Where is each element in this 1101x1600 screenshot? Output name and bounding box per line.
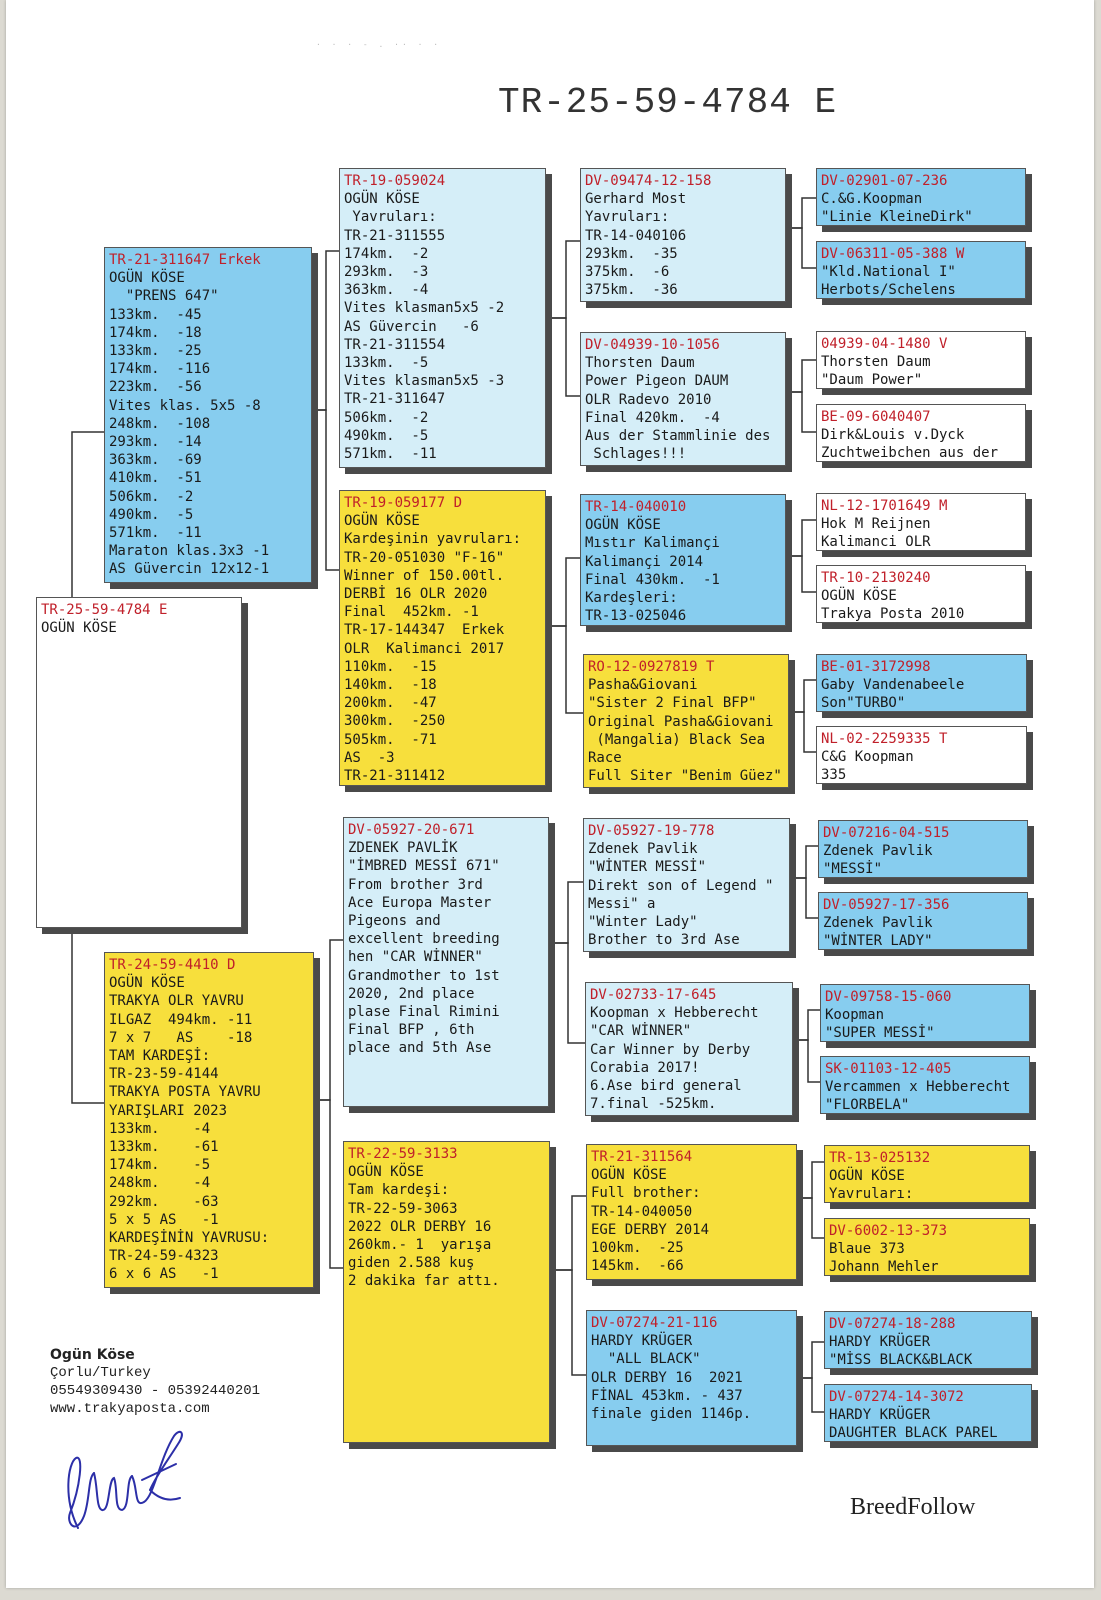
great-grandparent-card <box>583 654 789 788</box>
pigeon-info-line: 6 x 6 AS -1 <box>109 1266 219 1283</box>
ring-number: TR-21-311564 <box>591 1149 693 1165</box>
pigeon-info-line: finale giden 1146p. <box>591 1406 752 1423</box>
pigeon-info-line: Final 430km. -1 <box>585 571 720 588</box>
pigeon-info-line: 505km. -71 <box>344 731 437 748</box>
pigeon-info-line: Winner of 150.00tl. <box>344 567 505 584</box>
ancestor-card <box>824 1384 1032 1442</box>
pigeon-info-line: Johann Mehler <box>829 1259 939 1276</box>
pigeon-info-line: 100km. -25 <box>591 1240 684 1257</box>
pigeon-info-line: Messi" a <box>588 895 656 912</box>
pigeon-info-line: Zdenek Pavlik <box>823 915 933 932</box>
pigeon-info-line: Thorsten Daum <box>585 355 695 372</box>
pigeon-info-line: DERBİ 16 OLR 2020 <box>344 586 488 603</box>
ancestor-card <box>816 493 1026 551</box>
pigeon-info-line: Vites klas. 5x5 -8 <box>109 397 261 414</box>
pigeon-info-line: FİNAL 453km. - 437 <box>591 1387 743 1404</box>
pigeon-info-line: Kardeşleri: <box>585 590 678 607</box>
pigeon-info-line: C&G Koopman <box>821 749 914 766</box>
pigeon-info-line: OGÜN KÖSE <box>585 517 661 534</box>
ancestor-card <box>820 1056 1030 1114</box>
pigeon-info-line: Maraton klas.3x3 -1 <box>109 543 270 560</box>
pigeon-info-line: 133km. -5 <box>344 355 429 372</box>
pigeon-info-line: 2022 OLR DERBY 16 <box>348 1218 492 1235</box>
pigeon-info-line: Trakya Posta 2010 <box>821 606 965 623</box>
pigeon-info-line: 140km. -18 <box>344 677 437 694</box>
great-grandparent-card <box>586 1310 797 1446</box>
handwritten-signature <box>58 1418 198 1548</box>
pigeon-info-line: place and 5th Ase <box>348 1040 492 1057</box>
ring-number: TR-21-311647 Erkek <box>109 252 261 268</box>
pigeon-info-line: Original Pasha&Giovani <box>588 713 774 730</box>
pigeon-info-line: "MİSS BLACK&BLACK <box>829 1352 973 1369</box>
pigeon-info-line: 2 dakika far attı. <box>348 1273 500 1290</box>
pigeon-info-line: 133km. -4 <box>109 1120 211 1137</box>
pigeon-info-line: (Mangalia) Black Sea <box>588 731 766 748</box>
pigeon-info-line: TR-17-144347 Erkek <box>344 622 505 639</box>
pigeon-info-line: 363km. -4 <box>344 282 429 299</box>
pigeon-info-line: 293km. -14 <box>109 434 202 451</box>
pigeon-info-line: "Linie KleineDirk" <box>821 209 973 226</box>
ring-number: TR-13-025132 <box>829 1150 931 1166</box>
pigeon-info-line: excellent breeding <box>348 931 500 948</box>
pigeon-info-line: HARDY KRÜGER <box>591 1333 693 1350</box>
ring-number: NL-12-1701649 M <box>821 498 948 514</box>
pigeon-info-line: Yavruları: <box>344 209 437 226</box>
pigeon-info-line: 133km. -45 <box>109 306 202 323</box>
ancestor-card <box>816 404 1026 462</box>
pigeon-info-line: OGÜN KÖSE <box>591 1167 667 1184</box>
pigeon-info-line: Direkt son of Legend " <box>588 877 774 894</box>
pigeon-info-line: 292km. -63 <box>109 1193 219 1210</box>
pigeon-info-line: "Sister 2 Final BFP" <box>588 695 757 712</box>
ring-number: BE-01-3172998 <box>821 659 931 675</box>
pigeon-info-line: 248km. -108 <box>109 415 211 432</box>
pigeon-info-line: hen "CAR WİNNER" <box>348 949 483 966</box>
pigeon-info-line: "SUPER MESSİ" <box>825 1025 935 1042</box>
pigeon-info-line: OLR Radevo 2010 <box>585 391 712 408</box>
pigeon-info-line: TR-24-59-4323 <box>109 1248 219 1265</box>
great-grandparent-card <box>580 168 786 302</box>
ancestor-card <box>816 168 1026 226</box>
pigeon-info-line: TR-14-040106 <box>585 227 687 244</box>
pigeon-info-line: plase Final Rimini <box>348 1004 500 1021</box>
pigeon-info-line: Vercammen x Hebberecht <box>825 1079 1011 1096</box>
pigeon-info-line: Car Winner by Derby <box>590 1041 751 1058</box>
pigeon-info-line: Final BFP , 6th <box>348 1022 475 1039</box>
pigeon-info-line: TAM KARDEŞİ: <box>109 1048 211 1065</box>
great-grandparent-card <box>580 332 786 466</box>
pigeon-info-line: OGÜN KÖSE <box>348 1164 424 1181</box>
pigeon-info-line: OGÜN KÖSE <box>344 191 420 208</box>
ring-number: TR-24-59-4410 D <box>109 957 236 973</box>
pigeon-info-line: "ALL BLACK" <box>591 1351 701 1368</box>
pigeon-info-line: 174km. -2 <box>344 245 429 262</box>
pigeon-info-line: Pigeons and <box>348 913 441 930</box>
pigeon-info-line: 260km.- 1 yarışa <box>348 1237 492 1254</box>
pigeon-info-line: Koopman x Hebberecht <box>590 1005 759 1022</box>
pigeon-info-line: 300km. -250 <box>344 713 446 730</box>
pigeon-info-line: "İMBRED MESSİ 671" <box>348 858 500 875</box>
pigeon-info-line: Mıstır Kalimançi <box>585 535 720 552</box>
pigeon-info-line: 293km. -3 <box>344 264 429 281</box>
pigeon-info-line: 293km. -35 <box>585 245 678 262</box>
pigeon-info-line: Kalimançi 2014 <box>585 553 704 570</box>
pigeon-info-line: 571km. -11 <box>344 446 437 463</box>
pigeon-info-line: TR-23-59-4144 <box>109 1066 219 1083</box>
pigeon-info-line: C.&G.Koopman <box>821 191 923 208</box>
ancestor-card <box>824 1145 1030 1203</box>
pigeon-info-line: Pasha&Giovani <box>588 677 698 694</box>
pigeon-info-line: Tam kardeşi: <box>348 1182 450 1199</box>
pigeon-info-line: TR-14-040050 <box>591 1203 693 1220</box>
grandsire-dam-side-card <box>343 817 549 1107</box>
pigeon-info-line: Schlages!!! <box>585 446 687 463</box>
ring-number: DV-02733-17-645 <box>590 987 717 1003</box>
breeder-phones: 05549309430 - 05392440201 <box>50 1383 261 1399</box>
pigeon-info-line: Full Siter "Benim Güez" <box>588 768 782 785</box>
ancestor-card <box>816 726 1027 784</box>
pigeon-info-line: 571km. -11 <box>109 525 202 542</box>
pigeon-info-line: 506km. -2 <box>109 488 194 505</box>
ring-number: DV-07216-04-515 <box>823 825 950 841</box>
pigeon-info-line: Zuchtweibchen aus der <box>821 445 999 462</box>
pigeon-info-line: Final 420km. -4 <box>585 409 720 426</box>
pigeon-info-line: "Kld.National I" <box>821 264 956 281</box>
pigeon-info-line: 410km. -51 <box>109 470 202 487</box>
pigeon-info-line: 200km. -47 <box>344 695 437 712</box>
great-grandparent-card <box>585 982 793 1116</box>
breeder-contact <box>50 1346 260 1418</box>
pigeon-info-line: Vites klasman5x5 -2 <box>344 300 505 317</box>
pigeon-info-line: 133km. -61 <box>109 1139 219 1156</box>
ancestor-card <box>824 1218 1030 1276</box>
ring-number: DV-05927-19-778 <box>588 823 715 839</box>
pigeon-info-line: 174km. -116 <box>109 361 211 378</box>
pigeon-info-line: YARIŞLARI 2023 <box>109 1102 228 1119</box>
pigeon-info-line: From brother 3rd <box>348 876 483 893</box>
ancestor-card <box>818 892 1028 950</box>
pigeon-info-line: Gerhard Most <box>585 191 687 208</box>
great-grandparent-card <box>586 1144 797 1280</box>
pigeon-info-line: HARDY KRÜGER <box>829 1334 931 1351</box>
ring-number: TR-19-059177 D <box>344 495 463 511</box>
owner-line: OGÜN KÖSE <box>41 620 117 637</box>
pigeon-info-line: "PRENS 647" <box>109 288 219 305</box>
ring-number: DV-05927-20-671 <box>348 822 475 838</box>
pigeon-info-line: ZDENEK PAVLİK <box>348 840 458 857</box>
subject-pigeon-card <box>36 597 242 928</box>
pigeon-info-line: 490km. -5 <box>344 427 429 444</box>
pigeon-info-line: Ace Europa Master <box>348 894 492 911</box>
ring-number: RO-12-0927819 T <box>588 659 715 675</box>
pigeon-info-line: Blaue 373 <box>829 1241 905 1258</box>
ring-number: DV-06311-05-388 W <box>821 246 965 262</box>
pigeon-info-line: "WİNTER LADY" <box>823 933 933 950</box>
pigeon-info-line: 375km. -36 <box>585 282 678 299</box>
ring-number: DV-07274-14-3072 <box>829 1389 964 1405</box>
pigeon-info-line: Full brother: <box>591 1185 701 1202</box>
breeder-location: Çorlu/Turkey <box>50 1365 151 1381</box>
pigeon-info-line: Kalimanci OLR <box>821 534 931 551</box>
ancestor-card <box>818 820 1028 878</box>
pigeon-info-line: "FLORBELA" <box>825 1097 910 1114</box>
pigeon-info-line: OGÜN KÖSE <box>821 588 897 605</box>
pigeon-info-line: 6.Ase bird general <box>590 1078 742 1095</box>
pigeon-info-line: Zdenek Pavlik <box>823 843 933 860</box>
pigeon-info-line: Thorsten Daum <box>821 354 931 371</box>
pigeon-info-line: Power Pigeon DAUM <box>585 373 729 390</box>
ancestor-card <box>816 241 1026 299</box>
pigeon-info-line: 7 x 7 AS -18 <box>109 1029 253 1046</box>
pigeon-info-line: 2020, 2nd place <box>348 985 475 1002</box>
pigeon-info-line: Zdenek Pavlik <box>588 841 698 858</box>
pigeon-info-line: Race <box>588 750 622 767</box>
ring-number: DV-07274-21-116 <box>591 1315 718 1331</box>
pigeon-info-line: TR-13-025046 <box>585 608 687 625</box>
ring-number: DV-05927-17-356 <box>823 897 950 913</box>
pigeon-info-line: 335 <box>821 767 847 784</box>
sire-card <box>104 247 312 583</box>
pigeon-info-line: 174km. -18 <box>109 324 202 341</box>
pigeon-info-line: Brother to 3rd Ase <box>588 932 740 949</box>
pigeon-info-line: OLR DERBY 16 2021 <box>591 1369 743 1386</box>
pigeon-info-line: Kardeşinin yavruları: <box>344 531 522 548</box>
pigeon-info-line: OGÜN KÖSE <box>344 513 420 530</box>
ring-number: TR-19-059024 <box>344 173 446 189</box>
pigeon-info-line: TR-21-311412 <box>344 768 446 785</box>
ancestor-card <box>816 331 1026 389</box>
pigeon-info-line: AS Güvercin -6 <box>344 318 479 335</box>
pigeon-info-line: DAUGHTER BLACK PAREL <box>829 1425 998 1442</box>
pigeon-info-line: "CAR WİNNER" <box>590 1023 692 1040</box>
pigeon-info-line: Son"TURBO" <box>821 695 906 712</box>
ancestor-card <box>820 984 1030 1042</box>
ring-number: SK-01103-12-405 <box>825 1061 952 1077</box>
pigeon-info-line: "Winter Lady" <box>588 914 698 931</box>
pigeon-info-line: Corabia 2017! <box>590 1059 700 1076</box>
pigeon-info-line: TR-21-311554 <box>344 336 446 353</box>
ancestor-card <box>816 565 1026 623</box>
pigeon-info-line: 363km. -69 <box>109 452 202 469</box>
ancestor-card <box>816 654 1027 712</box>
pigeon-info-line: Yavruları: <box>829 1186 914 1203</box>
ring-number: NL-02-2259335 T <box>821 731 948 747</box>
pigeon-info-line: "Daum Power" <box>821 372 923 389</box>
pigeon-info-line: OGÜN KÖSE <box>109 975 185 992</box>
pigeon-info-line: Grandmother to 1st <box>348 967 500 984</box>
pigeon-info-line: Hok M Reijnen <box>821 516 931 533</box>
pigeon-info-line: 174km. -5 <box>109 1157 211 1174</box>
ring-number: DV-09758-15-060 <box>825 989 952 1005</box>
breedfollow-brand: BreedFollow <box>850 1494 976 1520</box>
pigeon-info-line: HARDY KRÜGER <box>829 1407 931 1424</box>
pigeon-info-line: "WİNTER MESSİ" <box>588 859 707 876</box>
ring-number: BE-09-6040407 <box>821 409 931 425</box>
ring-number: DV-6002-13-373 <box>829 1223 948 1239</box>
pigeon-info-line: TRAKYA POSTA YAVRU <box>109 1084 261 1101</box>
pigeon-info-line: 490km. -5 <box>109 506 194 523</box>
pigeon-info-line: 110km. -15 <box>344 658 437 675</box>
pigeon-info-line: TRAKYA OLR YAVRU <box>109 993 244 1010</box>
dam-card <box>104 952 314 1288</box>
pigeon-info-line: AS Güvercin 12x12-1 <box>109 561 270 578</box>
ring-number: TR-25-59-4784 E <box>41 602 168 618</box>
pigeon-info-line: 133km. -25 <box>109 343 202 360</box>
pigeon-info-line: KARDEŞİNİN YAVRUSU: <box>109 1230 270 1247</box>
pigeon-info-line: Herbots/Schelens <box>821 282 956 299</box>
pigeon-info-line: 145km. -66 <box>591 1258 684 1275</box>
breeder-name: Ogün Köse <box>50 1347 135 1363</box>
pigeon-info-line: Vites klasman5x5 -3 <box>344 373 505 390</box>
pigeon-info-line: TR-21-311647 <box>344 391 446 408</box>
pigeon-info-line: 223km. -56 <box>109 379 202 396</box>
pigeon-info-line: OGÜN KÖSE <box>829 1168 905 1185</box>
great-grandparent-card <box>580 494 786 626</box>
pigeon-info-line: 506km. -2 <box>344 409 429 426</box>
ring-number: DV-07274-18-288 <box>829 1316 956 1332</box>
breeder-website[interactable]: www.trakyaposta.com <box>50 1401 210 1417</box>
ring-number: TR-22-59-3133 <box>348 1146 458 1162</box>
ring-number: 04939-04-1480 V <box>821 336 948 352</box>
pigeon-info-line: Aus der Stammlinie des <box>585 428 771 445</box>
pigeon-info-line: giden 2.588 kuş <box>348 1255 475 1272</box>
pigeon-info-line: 5 x 5 AS -1 <box>109 1211 219 1228</box>
pigeon-info-line: EGE DERBY 2014 <box>591 1221 710 1238</box>
ring-number: TR-14-040010 <box>585 499 687 515</box>
grandsire-sire-side-card <box>339 168 546 468</box>
pigeon-info-line: OLR Kalimanci 2017 <box>344 640 505 657</box>
pigeon-info-line: TR-22-59-3063 <box>348 1200 458 1217</box>
ring-number: TR-10-2130240 <box>821 570 931 586</box>
scan-marks: · · · - . ·· · · <box>316 40 442 49</box>
granddam-dam-side-card <box>343 1141 550 1443</box>
pigeon-info-line: AS -3 <box>344 749 395 766</box>
pigeon-info-line: ILGAZ 494km. -11 <box>109 1011 253 1028</box>
pigeon-info-line: TR-21-311555 <box>344 227 446 244</box>
pigeon-info-line: "MESSİ" <box>823 861 883 878</box>
page-title: TR-25-59-4784 E <box>498 82 838 123</box>
pigeon-info-line: 248km. -4 <box>109 1175 211 1192</box>
granddam-sire-side-card <box>339 490 546 786</box>
pigeon-info-line: OGÜN KÖSE <box>109 270 185 287</box>
great-grandparent-card <box>583 818 790 952</box>
pigeon-info-line: Gaby Vandenabeele <box>821 677 965 694</box>
ring-number: DV-09474-12-158 <box>585 173 712 189</box>
pigeon-info-line: Yavruları: <box>585 209 670 226</box>
pigeon-info-line: 7.final -525km. <box>590 1096 717 1113</box>
pigeon-info-line: 375km. -6 <box>585 264 670 281</box>
pigeon-info-line: Dirk&Louis v.Dyck <box>821 427 965 444</box>
ring-number: DV-02901-07-236 <box>821 173 948 189</box>
pigeon-info-line: Koopman <box>825 1007 885 1024</box>
ring-number: DV-04939-10-1056 <box>585 337 720 353</box>
ancestor-card <box>824 1311 1032 1369</box>
pigeon-info-line: Final 452km. -1 <box>344 604 479 621</box>
pigeon-info-line: TR-20-051030 "F-16" <box>344 549 505 566</box>
